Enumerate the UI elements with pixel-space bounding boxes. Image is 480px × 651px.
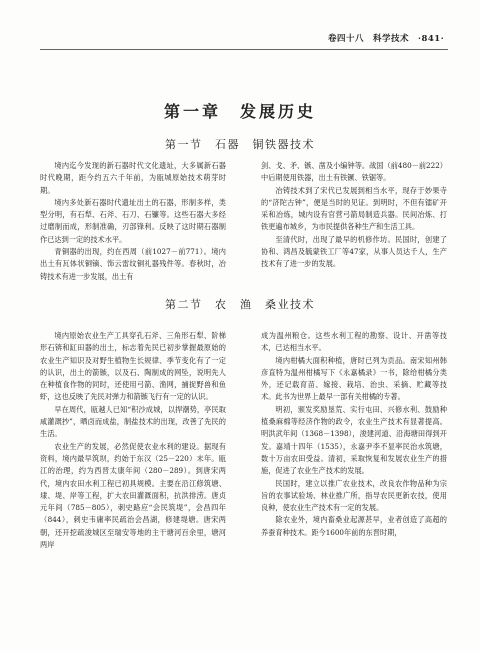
- section-2-title: 第二节 农 渔 桑业技术: [165, 298, 315, 311]
- paragraph: 境内多处新石器时代遗址出土的石器，形制多样，类型分明，有石犁、石斧、石刀、石镰等。这些石器大多经过磨制而成，形制准确，刃部锋利。反映了这时期石器制作已达到一定的技术水平。: [40, 197, 226, 244]
- paragraph: 早在周代，瓯越人已知“积沙成城，以捍潮势，亭民取咸灌溉抄”，晒卤而成盐，制盐技术的出现，改善了先民的生活。: [40, 404, 226, 439]
- chapter-title: 第一章 发展历史: [163, 102, 316, 121]
- section-2-left-column: [40, 330, 226, 551]
- header-rule: [40, 49, 448, 50]
- paragraph: 境内柑橘大面积种植，唐时已列为贡品。南宋知州韩彦直特为温州柑橘写下《永嘉橘录》一书，除给柑橘分类外，还记载育苗、嫁接、栽培、治虫、采摘、贮藏等技术。此书为世界上最早一部有关柑橘的专著。: [261, 355, 447, 402]
- paragraph: 青铜器的出现，约在西周（前1027－前771）。境内出土有瓦体状铜镝、饰云雷纹铜礼器残件等。春秋时，冶铸技术有进一步发展，出土有: [40, 247, 226, 281]
- paragraph: 农业生产的发展，必然促使农业水利的建设。据现有资料，境内最早筑坝，约始于东汉（25－220）末年。瓯江的治理，约为西晋太康年间（280－289）。到唐宋两代，境内农田水利工程已初具规模。主要在沿江修筑塘、埭、堤、岸等工程，扩大农田灌溉面积，抗洪排涝。唐贞元年间（785－805），刺史路应“会民筑堤”，会昌四年（844），刺史韦庸率民疏治会昌湖，修建堤塘。唐宋两朝，还开挖疏浚城区至瑞安等地的主干塘河百余里，塘河两岸: [40, 441, 226, 550]
- paragraph-continued: 成为温州粮仓。这些水利工程的勘察、设计、开凿等技术，已达相当水平。: [261, 331, 447, 353]
- paragraph-continued: 剑、戈、矛、镞、凿及小编钟等。战国（前480－前222）中后期使用铁器，出土有铁镢、铁锯等。: [261, 161, 447, 183]
- section-1-title: 第一节 石器 铜铁器技术: [165, 138, 315, 151]
- paragraph: 境内迄今发现的新石器时代文化遗址，大多属新石器时代晚期，距今约五六千年前，为瓯城原始技术萌芽时期。: [40, 161, 226, 195]
- section-1-right-column: [261, 160, 447, 271]
- paragraph: 民国时，建立以推广农业技术，改良农作物品种为宗旨的农事试验场、林业推广所，指导农民更新农技，使用良种，使农业生产技术有一定的发展。: [261, 478, 447, 513]
- paragraph: 明初，颁发奖励垦荒、实行屯田、兴修水利、鼓励种植桑麻棉等经济作物的政令，农业生产技术有显著提高。明洪武年间（1368－1398），浚建河道、沿海塘田得到开发。嘉靖十四年（1535），永嘉尹李不显率民治水筑塘，数十万亩农田受益。清初，采取恢复和发展农业生产的措施，促进了农业生产技术的发展。: [261, 404, 447, 476]
- paragraph: 境内原始农业生产工具穿孔石斧、三角形石犁、阶梯形石锛和缸田器的出土，标志着先民已初步掌握最原始的农业生产知识及对野生植物生长规律、季节变化有了一定的认识，出土的箭镞，以及石、陶制成的网坠，说明先人在种植食作物的同时，还使用弓箭、渔网，捕捉野兽和鱼虾，这也反映了先民对弹力和箭镞飞行有一定的认识。: [40, 331, 226, 402]
- running-header: 卷四十八 科学技术 ·841·: [328, 34, 445, 44]
- section-2-right-column: [261, 330, 447, 539]
- paragraph: 除农业外，境内畜桑业起源甚早，业者创造了高超的养蚕育种技术。距今1600年前的东晋时期，: [261, 515, 447, 537]
- section-1-left-column: [40, 160, 226, 283]
- paragraph: 至清代时，出现了最早的机修作坊。民国时，创建了协和、鸿昌及毓蒙铁工厂等47家，从事人员达千人，生产技术有了进一步的发展。: [261, 234, 447, 269]
- paragraph: 冶铸技术到了宋代已发展到相当水平，现存于妙果寺的“济陀古钟”，便是当时的见证。到明时，不但有镭矿开采和冶炼，城内设有官营弓箭局制造兵器。民间冶炼、打铁更遍布城乡，为市民提供各种生产和生活工具。: [261, 185, 447, 232]
